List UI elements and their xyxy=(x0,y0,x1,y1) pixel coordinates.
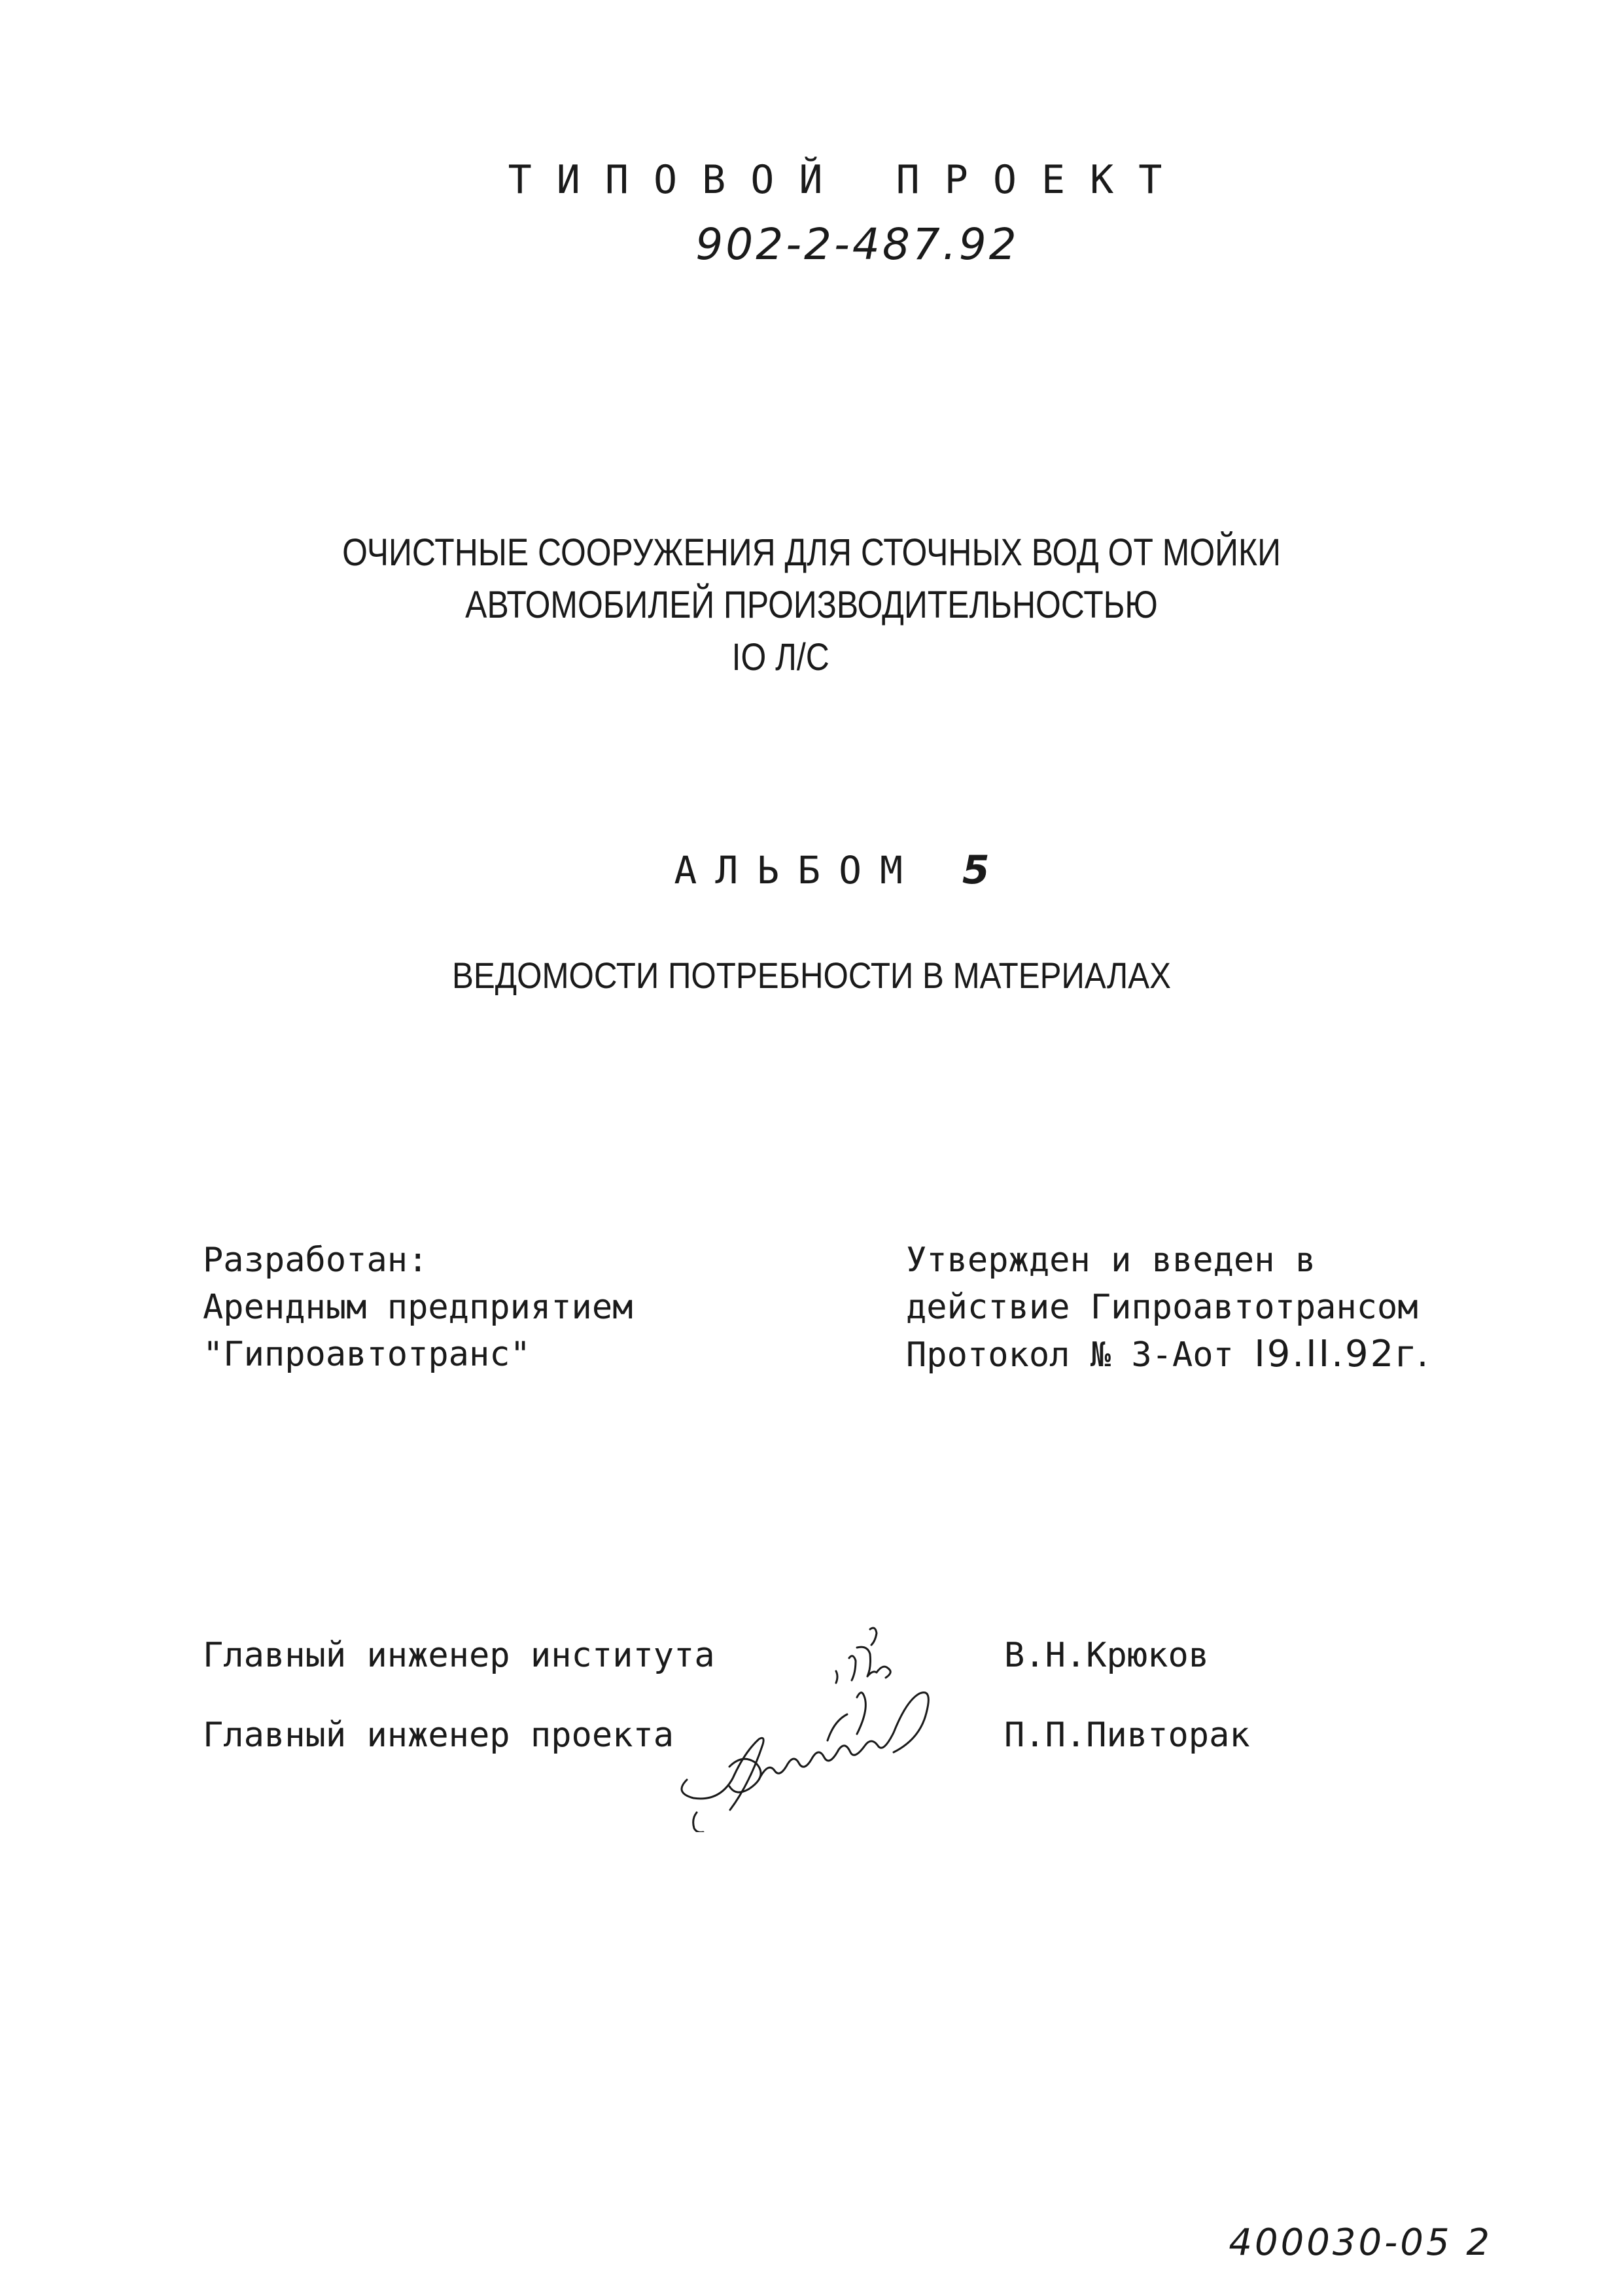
album-title: ВЕДОМОСТИ ПОТРЕБНОСТИ В МАТЕРИАЛАХ xyxy=(452,955,1171,996)
document-type-title: ТИПОВОЙ ПРОЕКТ xyxy=(508,157,1187,203)
subject-line-2: АВТОМОБИЛЕЙ ПРОИЗВОДИТЕЛЬНОСТЬЮ xyxy=(465,584,1158,626)
album-number: 5 xyxy=(962,847,1008,893)
developer-line-3: "Гипроавтотранс" xyxy=(203,1335,531,1374)
signer-role-chief-engineer-project: Главный инженер проекта xyxy=(203,1716,674,1755)
project-number: 902-2-487.92 xyxy=(695,219,1019,270)
subject-line-3: IO Л/С xyxy=(731,636,829,679)
approval-line-1: Утвержден и введен в xyxy=(906,1241,1316,1280)
approval-protocol xyxy=(906,1331,1430,1379)
handwritten-signatures xyxy=(661,1616,1027,1832)
developer-block xyxy=(203,1237,633,1378)
approval-block xyxy=(906,1237,1430,1379)
developer-line-2: Арендным предприятием xyxy=(203,1288,633,1327)
developer-line-1: Разработан: xyxy=(203,1241,428,1280)
signer-name-chief-engineer-project: П.П.Пивторак xyxy=(1004,1716,1250,1755)
album-label: АЛЬБОМ xyxy=(674,848,921,892)
protocol-prefix: Протокол № 3-Аот xyxy=(906,1335,1234,1375)
signer-name-chief-engineer-institute: В.Н.Крюков xyxy=(1004,1636,1210,1675)
subject-line-1: ОЧИСТНЫЕ СООРУЖЕНИЯ ДЛЯ СТОЧНЫХ ВОД ОТ МОЙКИ xyxy=(342,531,1281,574)
signer-role-chief-engineer-institute: Главный инженер института xyxy=(203,1636,715,1675)
approval-line-2: действие Гипроавтотрансом xyxy=(906,1288,1418,1327)
project-subject xyxy=(114,527,1510,684)
document-code: 400030-05 2 xyxy=(1229,2221,1492,2264)
album-heading xyxy=(0,847,1623,893)
protocol-date: I9.II.92г. xyxy=(1254,1333,1431,1375)
